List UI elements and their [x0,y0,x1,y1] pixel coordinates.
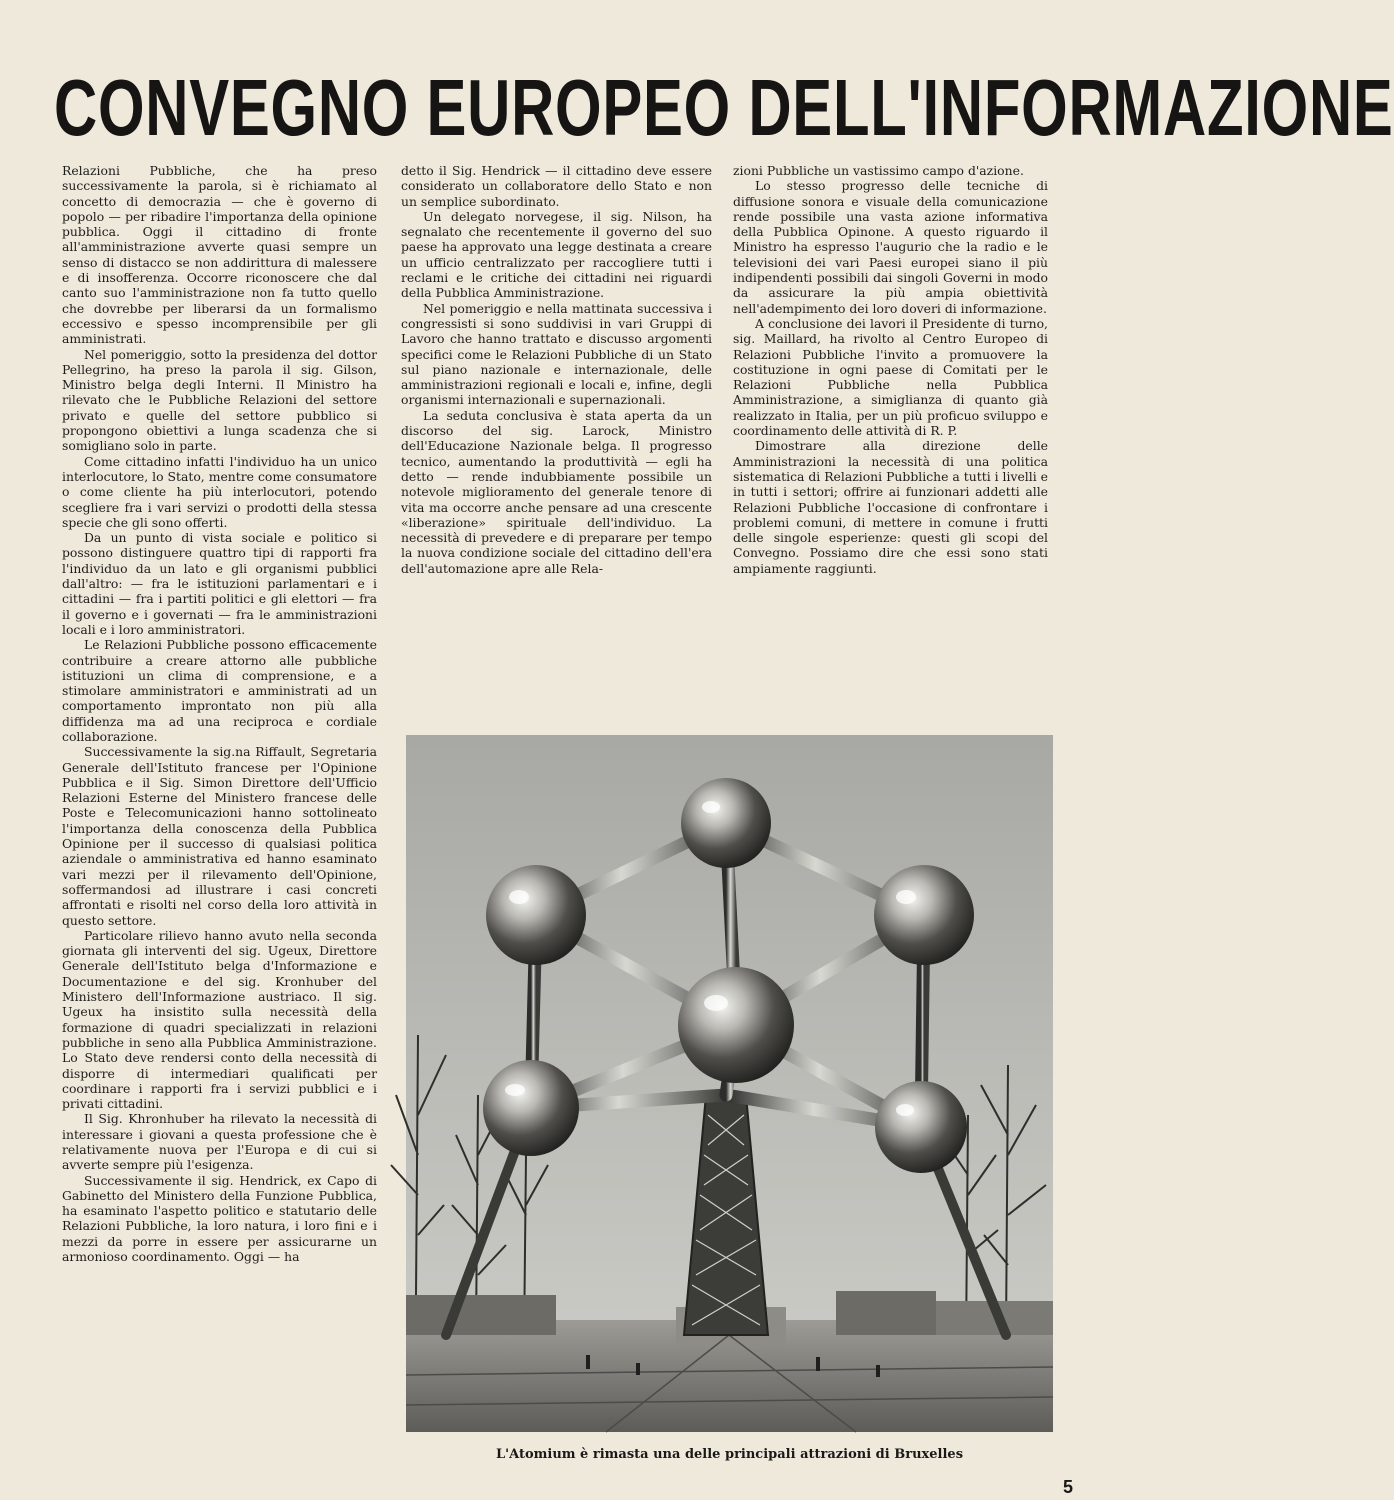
paragraph: La seduta conclusiva è stata aperta da un discorso del sig. Larock, Ministro dell'Educazione Nazionale belga. Il progresso tecnico, aumentando la produttività — egli ha detto — rende indubbiamente possibile un notevole miglioramento del generale tenore di vita ma occorre anche pensare ad una crescente «liberazione» spirituale dell'individuo. La necessità di prevedere e di preparare per tempo la nuova condizione sociale del cittadino dell'era dell'automazione apre alle Rela- [401,407,712,576]
paragraph: Come cittadino infatti l'individuo ha un unico interlocutore, lo Stato, mentre come consumatore o come cliente ha più interlocutori, potendo scegliere fra i vari servizi o prodotti della stessa specie che gli sono offerti. [62,453,377,530]
article-column-2 [401,163,712,703]
paragraph: zioni Pubbliche un vastissimo campo d'azione. [733,163,1024,178]
paragraph: Il Sig. Khronhuber ha rilevato la necessità di interessare i giovani a questa professione che è relativamente nuova per l'Europa e di cui si avverte sempre più l'esigenza. [62,1111,377,1173]
article-column-1 [62,163,377,1368]
paragraph: Dimostrare alla direzione delle Amministrazioni la necessità di una politica sistematica di Relazioni Pubbliche a tutti i livelli e in tutti i settori; offrire ai funzionari addetti alle Relazioni Pubbliche l'occasione di confrontare i problemi comuni, di mettere in comune i frutti delle singole esperienze: questi gli scopi del Convegno. Possiamo dire che essi sono stati ampiamente raggiunti. [733,438,1048,576]
article-column-3 [733,163,1048,703]
page-number: 5 [1063,1477,1074,1497]
paragraph: Nel pomeriggio, sotto la presidenza del dottor Pellegrino, ha preso la parola il sig. Gilson, Ministro belga degli Interni. Il Ministro ha rilevato che le Pubbliche Relazioni del settore privato e quelle del settore pubblico si propongono obiettivi a lunga scadenza che si somigliano solo in parte. [62,346,377,454]
paragraph: Lo stesso progresso delle tecniche di diffusione sonora e visuale della comunicazione rende possibile una vasta azione informativa della Pubblica Opinone. A questo riguardo il Ministro ha espresso l'augurio che la radio e le televisioni dei vari Paesi europei siano il più indipendenti possibili dai singoli Governi in modo da assicurare la più ampia obiettività nell'adempimento dei loro doveri di informazione. [733,178,1048,316]
paragraph: Nel pomeriggio e nella mattinata successiva i congressisti si sono suddivisi in vari Gruppi di Lavoro che hanno trattato e discusso argomenti specifici come le Relazioni Pubbliche di un Stato sul piano nazionale e internazionale, delle amministrazioni regionali e locali e, infine, degli organismi internazionali e supernazionali. [401,300,712,408]
paragraph: Successivamente il sig. Hendrick, ex Capo di Gabinetto del Ministero della Funzione Pubblica, ha esaminato l'aspetto politico e statutario delle Relazioni Pubbliche, la loro natura, i loro fini e i mezzi da porre in essere per assicurarne un armonioso coordinamento. Oggi — ha [62,1172,377,1265]
paragraph: detto il Sig. Hendrick — il cittadino deve essere considerato un collaboratore dello Stato e non un semplice subordinato. [401,163,712,209]
paragraph: Particolare rilievo hanno avuto nella seconda giornata gli interventi del sig. Ugeux, Direttore Generale dell'Istituto belga d'Informazione e Documentazione e del sig. Kronhuber del Ministero dell'Informazione austriaco. Il sig. Ugeux ha insistito sulla necessità della formazione di quadri specializzati in relazioni pubbliche in seno alla Pubblica Amministrazione. Lo Stato deve rendersi conto della necessità di disporre di intermediari qualificati per coordinare i rapporti fra i servizi pubblici e i privati cittadini. [62,927,377,1112]
paragraph: Un delegato norvegese, il sig. Nilson, ha segnalato che recentemente il governo del suo paese ha approvato una legge destinata a creare un ufficio centralizzato per raccogliere tutti i reclami e le critiche dei cittadini nei riguardi della Pubblica Amministrazione. [401,208,712,301]
paragraph: Da un punto di vista sociale e politico si possono distinguere quattro tipi di rapporti fra l'individuo da un lato e gli organismi pubblici dall'altro: — fra le istituzioni parlamentari e i cittadini — fra i partiti politici e gli elettori — fra il governo e i governati — fra le amministrazioni locali e i loro amministratori. [62,530,377,637]
paragraph: A conclusione dei lavori il Presidente di turno, sig. Maillard, ha rivolto al Centro Europeo di Relazioni Pubbliche l'invito a promuovere la costituzione in ogni paese di Comitati per le Relazioni Pubbliche nella Pubblica Amministrazione, a simiglianza di quanto già realizzato in Italia, per un più proficuo sviluppo e coordinamento delle attività di R. P. [733,315,1048,439]
photo-caption: L'Atomium è rimasta una delle principali attrazioni di Bruxelles [495,1447,964,1462]
paragraph: Successivamente la sig.na Riffault, Segretaria Generale dell'Istituto francese per l'Opinione Pubblica e il Sig. Simon Direttore dell'Ufficio Relazioni Esterne del Ministero francese delle Poste e Telecomunicazioni hanno sottolineato l'importanza della conoscenza della Pubblica Opinione per il successo di qualsiasi politica aziendale o amministrativa ed hanno esaminato vari mezzi per il rilevamento dell'Opinione, soffermandosi ad illustrare i casi concreti affrontati e risolti nel corso della loro attività in questo settore. [62,744,377,928]
article-headline: CONVEGNO EUROPEO DELL'INFORMAZIONE [54,63,1394,152]
paragraph: Le Relazioni Pubbliche possono efficacemente contribuire a creare attorno alle pubbliche istituzioni un clima di comprensione, e a stimolare amministratori e amministrati ad un comportamento improntato non più alla diffidenza ma ad una reciproca e cordiale collaborazione. [62,637,377,744]
atomium-illustration [406,735,1053,1432]
atomium-photo [406,735,1053,1432]
paragraph: Relazioni Pubbliche, che ha preso successivamente la parola, si è richiamato al concetto di democrazia — che è governo di popolo — per ribadire l'importanza della opinione pubblica. Oggi il cittadino di fronte all'amministrazione avverte quasi sempre un senso di distacco se non addirittura di malessere e di insofferenza. Occorre riconoscere che dal canto suo l'amministrazione non fa tutto quello che dovrebbe per liberarsi da un formalismo eccessivo e spesso incomprensibile per gli amministrati. [62,163,377,347]
